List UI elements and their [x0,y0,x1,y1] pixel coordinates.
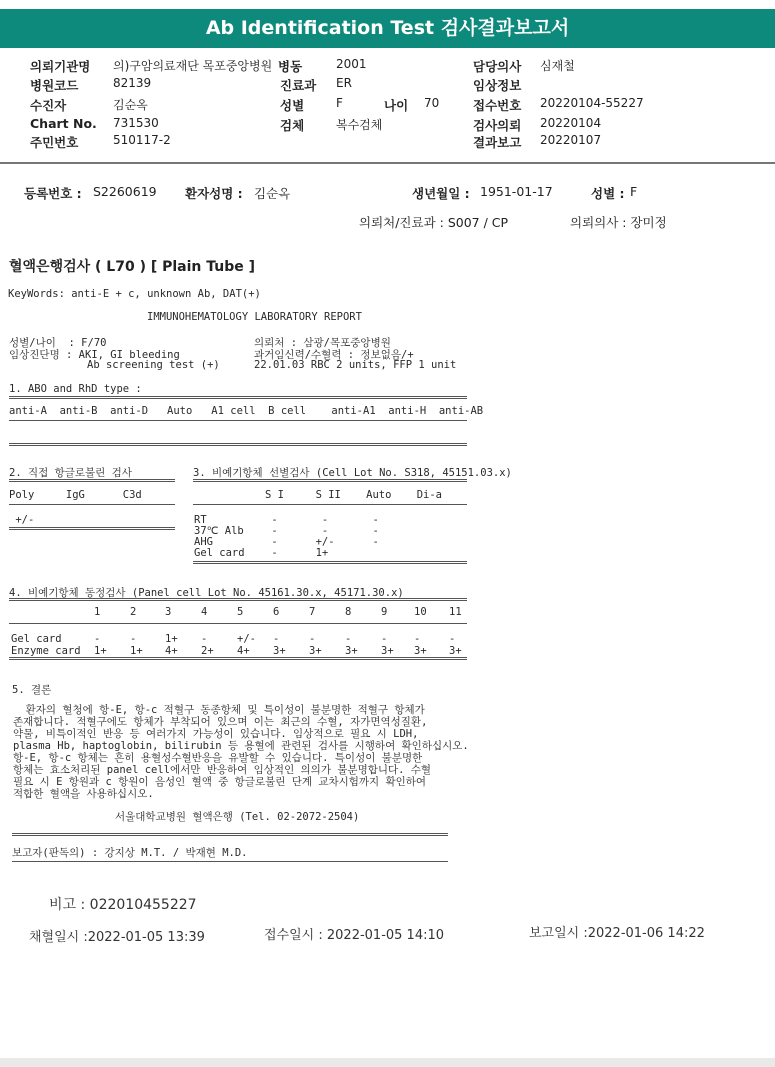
pi-sex-label: 성별 : [591,186,625,201]
patient-value: 김순옥 [113,98,148,112]
screening-line: Ab screening test (+) [87,359,220,371]
screen-headers: S I S II Auto Di-a [265,489,443,501]
screen-row-label: AHG [194,536,213,548]
requesting-dept: 의뢰처/진료과 : S007 / CP [359,215,509,230]
panel-cell: - [94,633,101,645]
abo-mid-rule [9,420,467,421]
screen-row-values: - 1+ [265,547,329,559]
screen-row-values: - - - [265,525,379,537]
dat-headers: Poly IgG C3d [9,489,142,501]
abo-top-rule [9,396,467,399]
clinical-label: 임상정보 [473,78,522,93]
panel-cell: - [130,633,137,645]
conclusion-line: 적합한 혈액을 사용하십시오. [13,788,154,800]
reporter: 보고자(판독의) : 강지상 M.T. / 박재현 M.D. [12,847,248,859]
dob-value: 1951-01-17 [480,184,553,199]
age-label: 나이 [384,98,409,113]
ward-label: 병동 [278,59,303,74]
panel-column-header: 5 [237,606,244,618]
dept-value: ER [336,76,352,90]
conclusion-line: 항체는 효소처리된 panel cell에서만 반응하여 임상적인 의의가 불분명합니다. 수혈 [13,764,432,776]
rrn-label: 주민번호 [30,135,79,150]
panel-cell: +/- [237,633,256,645]
requester-line: 의뢰처 : 삼광/목포중앙병원 [254,337,391,349]
abo-title: 1. ABO and RhD type : [9,383,142,395]
panel-cell: 4+ [165,645,178,657]
dat-bottom-rule [9,527,175,530]
panel-cell: 2+ [201,645,214,657]
panel-title: 4. 비예기항체 동정검사 (Panel cell Lot No. 45161.30.x, 45171.30.x) [9,587,404,599]
screen-bottom-rule [193,561,467,564]
panel-column-header: 1 [94,606,101,618]
conclusion-title: 5. 결론 [12,684,52,696]
screen-row-label: Gel card [194,547,245,559]
report-title: Ab Identification Test 검사결과보고서 [0,9,775,48]
panel-cell: 4+ [237,645,250,657]
hospital-code-label: 병원코드 [30,78,79,93]
report-date-label: 결과보고 [473,135,522,150]
name-value: 김순옥 [254,186,291,201]
hospital-code-value: 82139 [113,76,152,90]
request-label: 검사의뢰 [473,118,522,133]
reg-value: S2260619 [93,184,157,199]
transfusion-line: 과거임신력/수혈력 : 정보없음/+ [254,349,414,361]
screen-top-rule [193,479,467,482]
panel-cell: 1+ [165,633,178,645]
panel-column-header: 8 [345,606,352,618]
transfusion-detail: 22.01.03 RBC 2 units, FFP 1 unit [254,359,457,371]
blood-bank: 서울대학교병원 혈액은행 (Tel. 02-2072-2504) [115,811,360,823]
specimen-label: 검체 [280,118,305,133]
rrn-value: 510117-2 [113,133,171,147]
panel-cell: - [449,633,456,645]
chart-label: Chart No. [30,116,97,131]
specimen-value: 복수검체 [336,118,383,132]
sex-label: 성별 [280,98,305,113]
panel-cell: 3+ [449,645,462,657]
dat-values: +/- [9,514,35,526]
dat-top-rule [9,479,175,482]
keywords: KeyWords: anti-E + c, unknown Ab, DAT(+) [8,288,261,300]
screen-row-values: - +/- - [265,536,379,548]
panel-top-rule [9,598,467,601]
abo-bottom-rule [9,443,467,446]
chart-value: 731530 [113,116,159,130]
panel-column-header: 9 [381,606,388,618]
dept-label: 진료과 [280,78,317,93]
lab-report-title: IMMUNOHEMATOLOGY LABORATORY REPORT [147,311,362,323]
conclusion-line: 환자의 혈청에 항-E, 항-c 적혈구 동종항체 및 특이성이 불분명한 적혈구 항체가 [13,704,425,716]
ward-value: 2001 [336,57,367,71]
doctor-label: 담당의사 [473,59,522,74]
dat-title: 2. 직접 항글로불린 검사 [9,467,132,479]
panel-cell: 3+ [414,645,427,657]
panel-cell: 3+ [381,645,394,657]
header-divider [0,162,775,164]
conclusion-line: 존재합니다. 적혈구에도 항체가 부착되어 있으며 이는 최근의 수혈, 자가면역성질환, [13,716,428,728]
panel-column-header: 4 [201,606,208,618]
requesting-physician: 의뢰의사 : 장미정 [570,215,667,230]
screen-mid-rule [193,504,467,505]
receive-time: 접수일시 : 2022-01-05 14:10 [264,928,445,943]
conclusion-line: 항-E, 항-c 항체는 흔히 용혈성수혈반응을 유발할 수 있습니다. 특이성이 불분명한 [13,752,423,764]
panel-bottom-rule [9,657,467,660]
panel-cell: - [345,633,352,645]
panel-cell: 3+ [309,645,322,657]
dob-label: 생년월일 : [412,186,470,201]
report-date-value: 20220107 [540,133,602,147]
screen-title: 3. 비예기항체 선별검사 (Cell Lot No. S318, 45151.03.x) [193,467,512,479]
panel-cell: - [414,633,421,645]
doctor-value: 심재철 [540,59,575,73]
panel-cell: - [273,633,280,645]
panel-mid-rule [9,623,467,624]
conclusion-line: plasma Hb, haptoglobin, bilirubin 등 용혈에 관련된 검사를 시행하여 확인하십시오. [13,740,469,752]
panel-cell: 1+ [94,645,107,657]
patient-label: 수진자 [30,98,67,113]
name-label: 환자성명 : [185,186,243,201]
conclusion-line: 필요 시 E 항원과 c 항원이 음성인 혈액 중 항글로불린 단계 교차시험까지 확인하여 [13,776,427,788]
dat-mid-rule [9,504,175,505]
panel-column-header: 10 [414,606,427,618]
panel-row-label: Gel card [11,633,62,645]
note: 비고 : 022010455227 [49,897,197,913]
panel-row-label: Enzyme card [11,645,81,657]
panel-cell: 3+ [345,645,358,657]
sex-age-line: 성별/나이 : F/70 [9,337,107,349]
reg-label: 등록번호 : [24,186,82,201]
panel-column-header: 2 [130,606,137,618]
screen-row-label: 37℃ Alb [194,525,244,537]
institution-value: 의)구암의료재단 목포중앙병원 [113,59,273,73]
panel-cell: 1+ [130,645,143,657]
panel-column-header: 3 [165,606,172,618]
screen-row-label: RT [194,514,207,526]
age-value: 70 [424,96,440,110]
reporter-bottom-rule [12,861,448,862]
sex-value: F [336,96,343,110]
request-value: 20220104 [540,116,602,130]
conclusion-line: 약물, 비특이적인 반응 등 여러가지 가능성이 있습니다. 임상적으로 필요 시 LDH, [13,728,419,740]
panel-cell: - [201,633,208,645]
pi-sex-value: F [630,184,638,199]
section-title: 혈액은행검사 ( L70 ) [ Plain Tube ] [9,259,256,275]
institution-label: 의뢰기관명 [30,59,91,74]
report-time: 보고일시 :2022-01-06 14:22 [529,926,705,941]
receipt-value: 20220104-55227 [540,96,644,110]
screen-row-values: - - - [265,514,379,526]
panel-cell: - [381,633,388,645]
panel-column-header: 11 [449,606,462,618]
panel-cell: 3+ [273,645,286,657]
reporter-top-rule [12,833,448,836]
collect-time: 채혈일시 :2022-01-05 13:39 [29,930,205,945]
diagnosis-line: 임상진단명 : AKI, GI bleeding [9,349,180,361]
panel-column-header: 7 [309,606,316,618]
panel-cell: - [309,633,316,645]
receipt-label: 접수번호 [473,98,522,113]
panel-column-header: 6 [273,606,280,618]
abo-headers: anti-A anti-B anti-D Auto A1 cell B cell anti-A1 anti-H anti-AB [9,405,484,417]
